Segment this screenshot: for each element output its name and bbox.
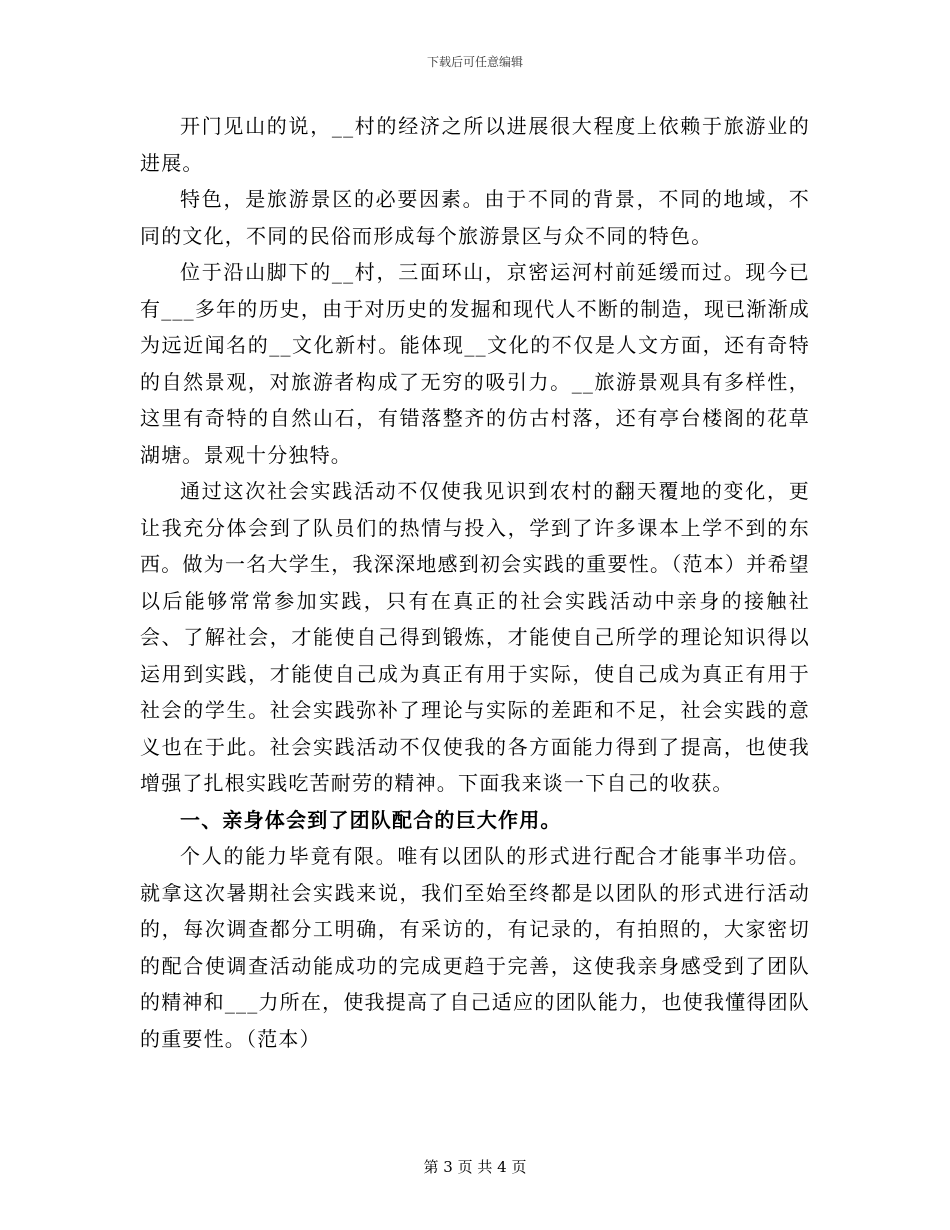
paragraph-village: 位于沿山脚下的__村，三面环山，京密运河村前延缓而过。现今已有___多年的历史，由于对历史的发掘和现代人不断的制造，现已渐渐成为远近闻名的__文化新村。能体现__文化的不仅是人文方面，还有奇特的自然景观，对旅游者构成了无穷的吸引力。__旅游景观具有多样性，这里有奇特的自然山石，有错落整齐的仿古村落，还有亭台楼阁的花草湖塘。景观十分独特。 bbox=[140, 260, 810, 467]
page-number: 第 3 页 共 4 页 bbox=[423, 1158, 527, 1176]
section-heading: 一、亲身体会到了团队配合的巨大作用。 bbox=[180, 807, 562, 832]
paragraph-practice: 通过这次社会实践活动不仅使我见识到农村的翻天覆地的变化，更让我充分体会到了队员们的热情与投入，学到了许多课本上学不到的东西。做为一名大学生，我深深地感到初会实践的重要性。（范本）并希望以后能够常常参加实践，只有在真正的社会实践活动中亲身的接触社会、了解社会，才能使自己得到锻炼，才能使自己所学的理论知识得以运用到实践，才能使自己成为真正有用于实际，使自己成为真正有用于社会的学生。社会实践弥补了理论与实际的差距和不足，社会实践的意义也在于此。社会实践活动不仅使我的各方面能力得到了提高，也使我增强了扎根实践吃苦耐劳的精神。下面我来谈一下自己的收获。 bbox=[140, 479, 810, 795]
page-header-note: 下载后可任意编辑 bbox=[426, 55, 523, 69]
paragraph-teamwork: 个人的能力毕竟有限。唯有以团队的形式进行配合才能事半功倍。就拿这次暑期社会实践来说，我们至始至终都是以团队的形式进行活动的，每次调查都分工明确，有采访的，有记录的，有拍照的，大家密切的配合使调查活动能成功的完成更趋于完善，这使我亲身感受到了团队的精神和___力所在，使我提高了自己适应的团队能力，也使我懂得团队的重要性。（范本） bbox=[140, 844, 810, 1051]
paragraph-intro: 开门见山的说，__村的经济之所以进展很大程度上依赖于旅游业的进展。 bbox=[140, 114, 810, 175]
paragraph-features: 特色，是旅游景区的必要因素。由于不同的背景，不同的地域，不同的文化，不同的民俗而形成每个旅游景区与众不同的特色。 bbox=[140, 187, 810, 248]
document-body bbox=[140, 108, 810, 1057]
